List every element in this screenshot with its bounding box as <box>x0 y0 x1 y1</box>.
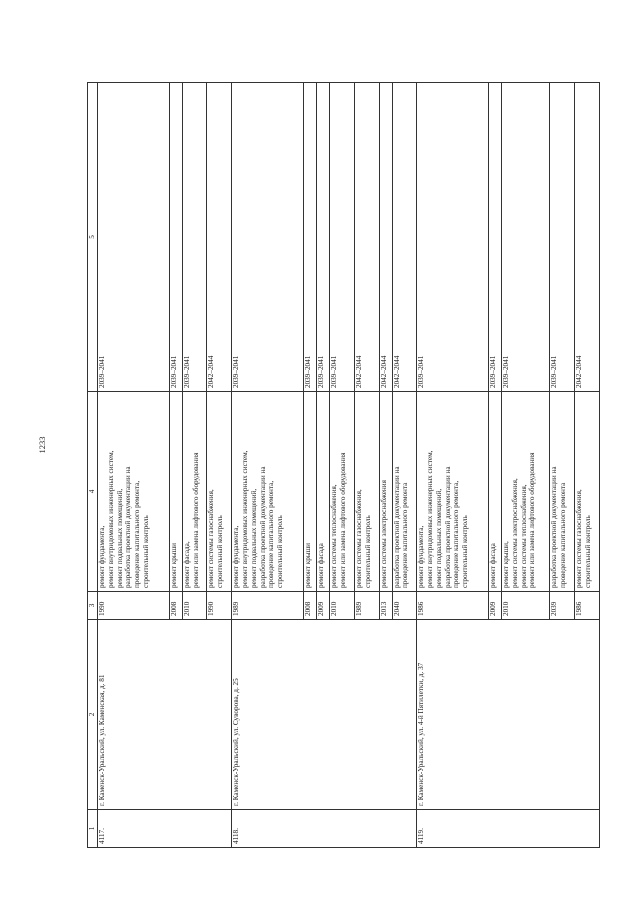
work-line: ремонт системы газоснабжения, <box>207 489 216 588</box>
period-line: 2039–2041 <box>550 355 559 388</box>
year-cell: 1989 <box>354 592 379 620</box>
work-line: разработка проектной документации на <box>392 466 401 588</box>
period-cell <box>182 83 207 392</box>
year-cell: 2008 <box>303 592 316 620</box>
work-line: проведение капитального ремонта, <box>267 480 276 588</box>
works-cell <box>182 392 207 592</box>
work-line: ремонт внутридомовых инженерных систем, <box>241 450 250 588</box>
year-cell: 2010 <box>182 592 207 620</box>
work-line: ремонт или замена лифтового оборудования <box>338 452 347 588</box>
column-header: 4 <box>88 392 98 592</box>
works-cell <box>169 392 182 592</box>
period-cell <box>207 83 232 392</box>
work-line: строительный контроль <box>363 515 372 588</box>
work-line: проведение капитального ремонта <box>559 482 568 588</box>
year-cell: 2008 <box>169 592 182 620</box>
period-line: 2042–2044 <box>392 355 401 388</box>
period-line: 2042–2044 <box>575 355 584 388</box>
work-line: ремонт системы электроснабжения, <box>510 478 519 588</box>
period-cell <box>379 83 392 392</box>
work-line: строительный контроль <box>216 515 225 588</box>
works-cell <box>550 392 575 592</box>
period-cell <box>316 83 329 392</box>
work-line: ремонт системы теплоснабжения, <box>330 484 339 588</box>
work-line: ремонт системы газоснабжения, <box>354 489 363 588</box>
year-cell: 2010 <box>330 592 355 620</box>
table-row <box>98 83 170 848</box>
work-line: ремонт или замена лифтового оборудования <box>191 452 200 588</box>
works-cell <box>207 392 232 592</box>
rotated-table-frame <box>87 83 600 848</box>
work-line: ремонт крыши, <box>502 541 511 588</box>
work-line: ремонт подвальных помещений, <box>434 488 443 588</box>
period-cell <box>169 83 182 392</box>
work-line: ремонт крыши <box>169 542 178 588</box>
period-cell <box>502 83 550 392</box>
work-line: ремонт подвальных помещений, <box>249 488 258 588</box>
year-cell: 1990 <box>98 592 170 620</box>
period-cell <box>354 83 379 392</box>
work-line: ремонт внутридомовых инженерных систем, <box>106 450 115 588</box>
address-cell: г. Каменск-Уральский, ул. Суворова, д. 25 <box>232 620 417 810</box>
year-cell: 2010 <box>502 592 550 620</box>
period-line: 2039–2041 <box>502 355 511 388</box>
year-cell: 1990 <box>207 592 232 620</box>
works-cell <box>232 392 304 592</box>
work-line: ремонт подвальных помещений, <box>115 488 124 588</box>
period-line: 2039–2041 <box>232 355 241 388</box>
works-cell <box>575 392 600 592</box>
works-cell <box>489 392 502 592</box>
work-line: ремонт системы газоснабжения, <box>575 489 584 588</box>
period-line: 2039–2041 <box>98 355 106 388</box>
address-cell: г. Каменск-Уральский, ул. 4-й Пятилетки, д. 37 <box>417 620 600 810</box>
column-header: 3 <box>88 592 98 620</box>
work-line: ремонт фасада, <box>182 541 191 588</box>
house-number-cell: 4119. <box>417 810 600 848</box>
period-line: 2042–2044 <box>354 355 363 388</box>
period-cell <box>575 83 600 392</box>
work-line: разработка проектной документации на <box>550 466 559 588</box>
period-line: 2042–2044 <box>207 355 216 388</box>
works-cell <box>316 392 329 592</box>
period-cell <box>98 83 170 392</box>
column-header: 5 <box>88 83 98 392</box>
work-line: строительный контроль <box>141 515 150 588</box>
table-row <box>232 83 304 848</box>
period-line: 2039–2041 <box>330 355 339 388</box>
works-cell <box>303 392 316 592</box>
period-cell <box>489 83 502 392</box>
work-line: строительный контроль <box>276 515 285 588</box>
work-line: ремонт внутридомовых инженерных систем, <box>426 450 435 588</box>
work-line: ремонт системы теплоснабжения, <box>519 484 528 588</box>
year-cell: 1986 <box>575 592 600 620</box>
year-cell: 1986 <box>417 592 489 620</box>
period-cell <box>417 83 489 392</box>
work-line: разработка проектной документации на <box>443 466 452 588</box>
work-line: ремонт фасада <box>316 543 325 588</box>
house-number-cell: 4118. <box>232 810 417 848</box>
period-cell <box>550 83 575 392</box>
year-cell: 1989 <box>232 592 304 620</box>
period-line: 2042–2044 <box>379 355 388 388</box>
period-line: 2039–2041 <box>169 355 178 388</box>
year-cell: 2040 <box>392 592 417 620</box>
work-line: проведение капитального ремонта, <box>133 480 142 588</box>
work-line: ремонт фундамента, <box>232 525 241 588</box>
work-line: ремонт или замена лифтового оборудования <box>528 452 537 588</box>
work-line: строительный контроль <box>461 515 470 588</box>
period-line: 2039–2041 <box>417 355 426 388</box>
work-line: проведение капитального ремонта, <box>452 480 461 588</box>
works-cell <box>379 392 392 592</box>
column-header: 1 <box>88 810 98 848</box>
address-cell: г. Каменск-Уральский, ул. Каменская, д. 81 <box>98 620 232 810</box>
work-line: ремонт крыши <box>303 542 312 588</box>
year-cell: 2039 <box>550 592 575 620</box>
period-cell <box>330 83 355 392</box>
works-cell <box>98 392 170 592</box>
period-cell <box>303 83 316 392</box>
work-line: ремонт фасада <box>489 543 498 588</box>
work-line: проведение капитального ремонта <box>401 482 410 588</box>
works-cell <box>392 392 417 592</box>
period-line: 2039–2041 <box>303 355 312 388</box>
page-number: 1233 <box>37 436 47 454</box>
work-line: разработка проектной документации на <box>124 466 133 588</box>
table-body <box>98 83 600 848</box>
work-line: разработка проектной документации на <box>258 466 267 588</box>
year-cell: 2009 <box>489 592 502 620</box>
table-row <box>417 83 489 848</box>
period-line: 2039–2041 <box>316 355 325 388</box>
work-line: ремонт фундамента, <box>98 525 106 588</box>
column-header: 2 <box>88 620 98 810</box>
work-line: ремонт системы электроснабжения <box>379 480 388 588</box>
works-cell <box>417 392 489 592</box>
works-cell <box>502 392 550 592</box>
year-cell: 2009 <box>316 592 329 620</box>
repair-schedule-table <box>87 82 600 848</box>
house-number-cell: 4117. <box>98 810 232 848</box>
period-cell <box>232 83 304 392</box>
period-line: 2039–2041 <box>489 355 498 388</box>
column-number-row <box>88 83 98 848</box>
work-line: ремонт фундамента, <box>417 525 426 588</box>
year-cell: 2013 <box>379 592 392 620</box>
works-cell <box>354 392 379 592</box>
works-cell <box>330 392 355 592</box>
work-line: строительный контроль <box>583 515 592 588</box>
period-line: 2039–2041 <box>182 355 191 388</box>
period-cell <box>392 83 417 392</box>
